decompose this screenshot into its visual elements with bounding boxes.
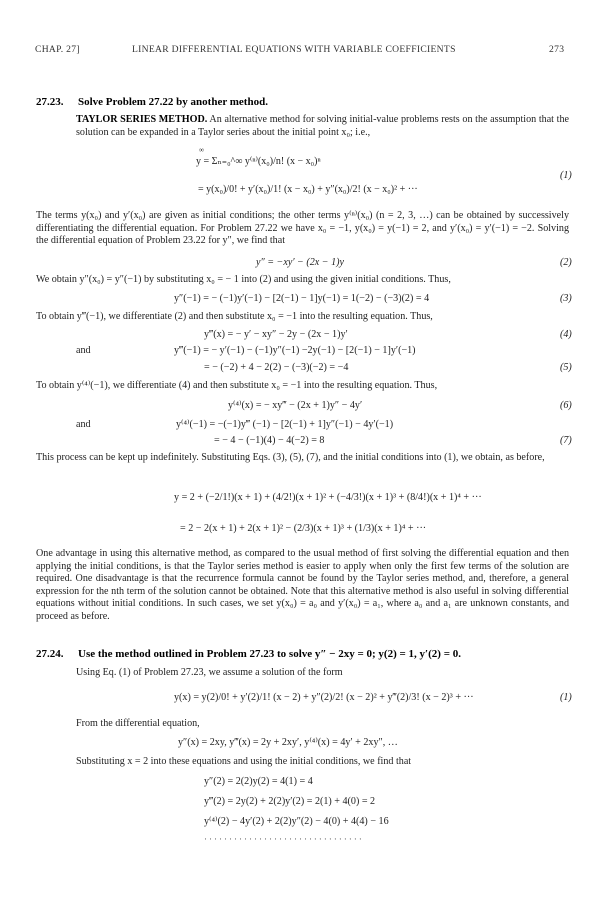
equation-3-tag: (3): [560, 293, 572, 304]
problem-number-2: 27.24.: [36, 648, 64, 660]
paragraph-advantages: One advantage in using this alternative method, as compared to the usual method of first solving the differential equation and then applying the initial conditions, is that the Taylor series method is easier to apply when only the first few terms of the solution are required. One disadvantage is that the recurrence formula cannot be found by the Taylor series method, and, therefore, a general expression for the nth term of the solution cannot be obtained. Note that this alternative method is also useful in solving differential equations without initial conditions. In such cases, we set y(x₀) = a₀ and y′(x₀) = a₁, where a₀ and a₁ are unknown constants, and proceed as before.: [36, 548, 569, 622]
equation-7-tag: (7): [560, 435, 572, 446]
substituting-text: Substituting x = 2 into these equations and using the initial conditions, we find that: [76, 756, 412, 767]
equation-6: y⁽⁴⁾(x) = − xy‴ − (2x + 1)y″ − 4y′: [228, 400, 363, 411]
equation-1-line-1-text: y = Σₙ₌₀^∞ y⁽ⁿ⁾(x₀)/n! (x − x₀)ⁿ: [196, 156, 321, 167]
equation-5-tag: (5): [560, 362, 572, 373]
equation-3: y″(−1) = − (−1)y′(−1) − [2(−1) − 1]y(−1) = 1(−2) − (−3)(2) = 4: [174, 293, 430, 304]
equation-4-tag: (4): [560, 329, 572, 340]
and-label-2: and: [76, 419, 91, 430]
derivatives-equation: y″(x) = 2xy, y‴(x) = 2y + 2xy′, y⁽⁴⁾(x) = 4y′ + 2xy″, …: [178, 737, 398, 748]
equation-1-line-2: = y(x₀)/0! + y′(x₀)/1! (x − x₀) + y″(x₀)/2! (x − x₀)² + ···: [198, 184, 418, 195]
equation-7-line-2: = − 4 − (−1)(4) − 4(−2) = 8: [214, 435, 325, 446]
and-label-1: and: [76, 345, 91, 356]
chapter-label: CHAP. 27]: [35, 44, 80, 55]
method-intro: [76, 114, 569, 139]
paragraph-substitute: We obtain y″(x₀) = y″(−1) by substituting x₀ = − 1 into (2) and using the given initial conditions. Thus,: [36, 274, 451, 285]
equation-4: y‴(x) = − y′ − xy″ − 2y − (2x − 1)y′: [204, 329, 348, 340]
taylor-form-tag: (1): [560, 692, 572, 703]
substitution-2: y‴(2) = 2y(2) + 2(2)y′(2) = 2(1) + 4(0) = 2: [204, 796, 376, 807]
equation-1-tag: (1): [560, 170, 572, 181]
method-heading: TAYLOR SERIES METHOD.: [76, 114, 208, 125]
running-title: LINEAR DIFFERENTIAL EQUATIONS WITH VARIABLE COEFFICIENTS: [132, 44, 456, 55]
equation-2: y″ = −xy′ − (2x − 1)y: [256, 257, 345, 268]
substitution-3: y⁽⁴⁾(2) − 4y′(2) + 2(2)y″(2) − 4(0) + 4(4) − 16: [204, 816, 389, 827]
assume-solution-text: Using Eq. (1) of Problem 27.23, we assume a solution of the form: [76, 667, 343, 678]
paragraph-substituting: This process can be kept up indefinitely. Substituting Eqs. (3), (5), (7), and the initial conditions into (1), we obtain, as before,: [36, 452, 545, 463]
equation-7-line-1: y⁽⁴⁾(−1) = −(−1)y‴ (−1) − [2(−1) + 1]y″(−1) − 4y′(−1): [176, 419, 394, 430]
series-result-line-1: y = 2 + (−2/1!)(x + 1) + (4/2!)(x + 1)² + (−4/3!)(x + 1)³ + (8/4!)(x + 1)⁴ + ···: [174, 492, 482, 503]
equation-5-line-1: y‴(−1) = − y′(−1) − (−1)y″(−1) −2y(−1) − [2(−1) − 1]y′(−1): [174, 345, 416, 356]
substitution-1: y″(2) = 2(2)y(2) = 4(1) = 4: [204, 776, 313, 787]
paragraph-differentiate: To obtain y‴(−1), we differentiate (2) and then substitute x₀ = −1 into the resulting equation. Thus,: [36, 311, 433, 322]
paragraph-fourth-derivative: To obtain y⁽⁴⁾(−1), we differentiate (4) and then substitute x₀ = −1 into the resulting equation. Thus,: [36, 380, 438, 391]
page-number: 273: [549, 44, 565, 55]
equation-5-line-2: = − (−2) + 4 − 2(2) − (−3)(−2) = −4: [204, 362, 349, 373]
equation-6-tag: (6): [560, 400, 572, 411]
problem-statement: Solve Problem 27.22 by another method.: [78, 96, 268, 108]
continuation-dots: ································: [204, 834, 364, 844]
from-equation-text: From the differential equation,: [76, 718, 200, 729]
problem-statement-2: Use the method outlined in Problem 27.23 to solve y″ − 2xy = 0; y(2) = 1, y′(2) = 0.: [78, 648, 461, 660]
equation-2-tag: (2): [560, 257, 572, 268]
equation-1-line-1: ∞: [199, 146, 204, 155]
paragraph-initial-conditions: The terms y(x₀) and y′(x₀) are given as initial conditions; the other terms y⁽ⁿ⁾(x₀) (n = 2, 3, …) can be obtained by successively differentiating the differential equation. For Problem 27.22 we have x₀ = −1, y(x₀) = y(−1) = 2, and y′(x₀) = y′(−1) = −2. Solving the differential equation of Problem 23.22 for y″, we find that: [36, 210, 569, 247]
problem-number: 27.23.: [36, 96, 64, 108]
series-result-line-2: = 2 − 2(x + 1) + 2(x + 1)² − (2/3)(x + 1)³ + (1/3)(x + 1)⁴ + ···: [180, 523, 427, 534]
method-intro-text: An alternative method for solving initial-value problems rests on the assumption that the solution can be expanded in a Taylor series about the initial point x₀; i.e.,: [76, 114, 569, 138]
taylor-form-equation: y(x) = y(2)/0! + y′(2)/1! (x − 2) + y″(2)/2! (x − 2)² + y‴(2)/3! (x − 2)³ + ···: [174, 692, 474, 703]
